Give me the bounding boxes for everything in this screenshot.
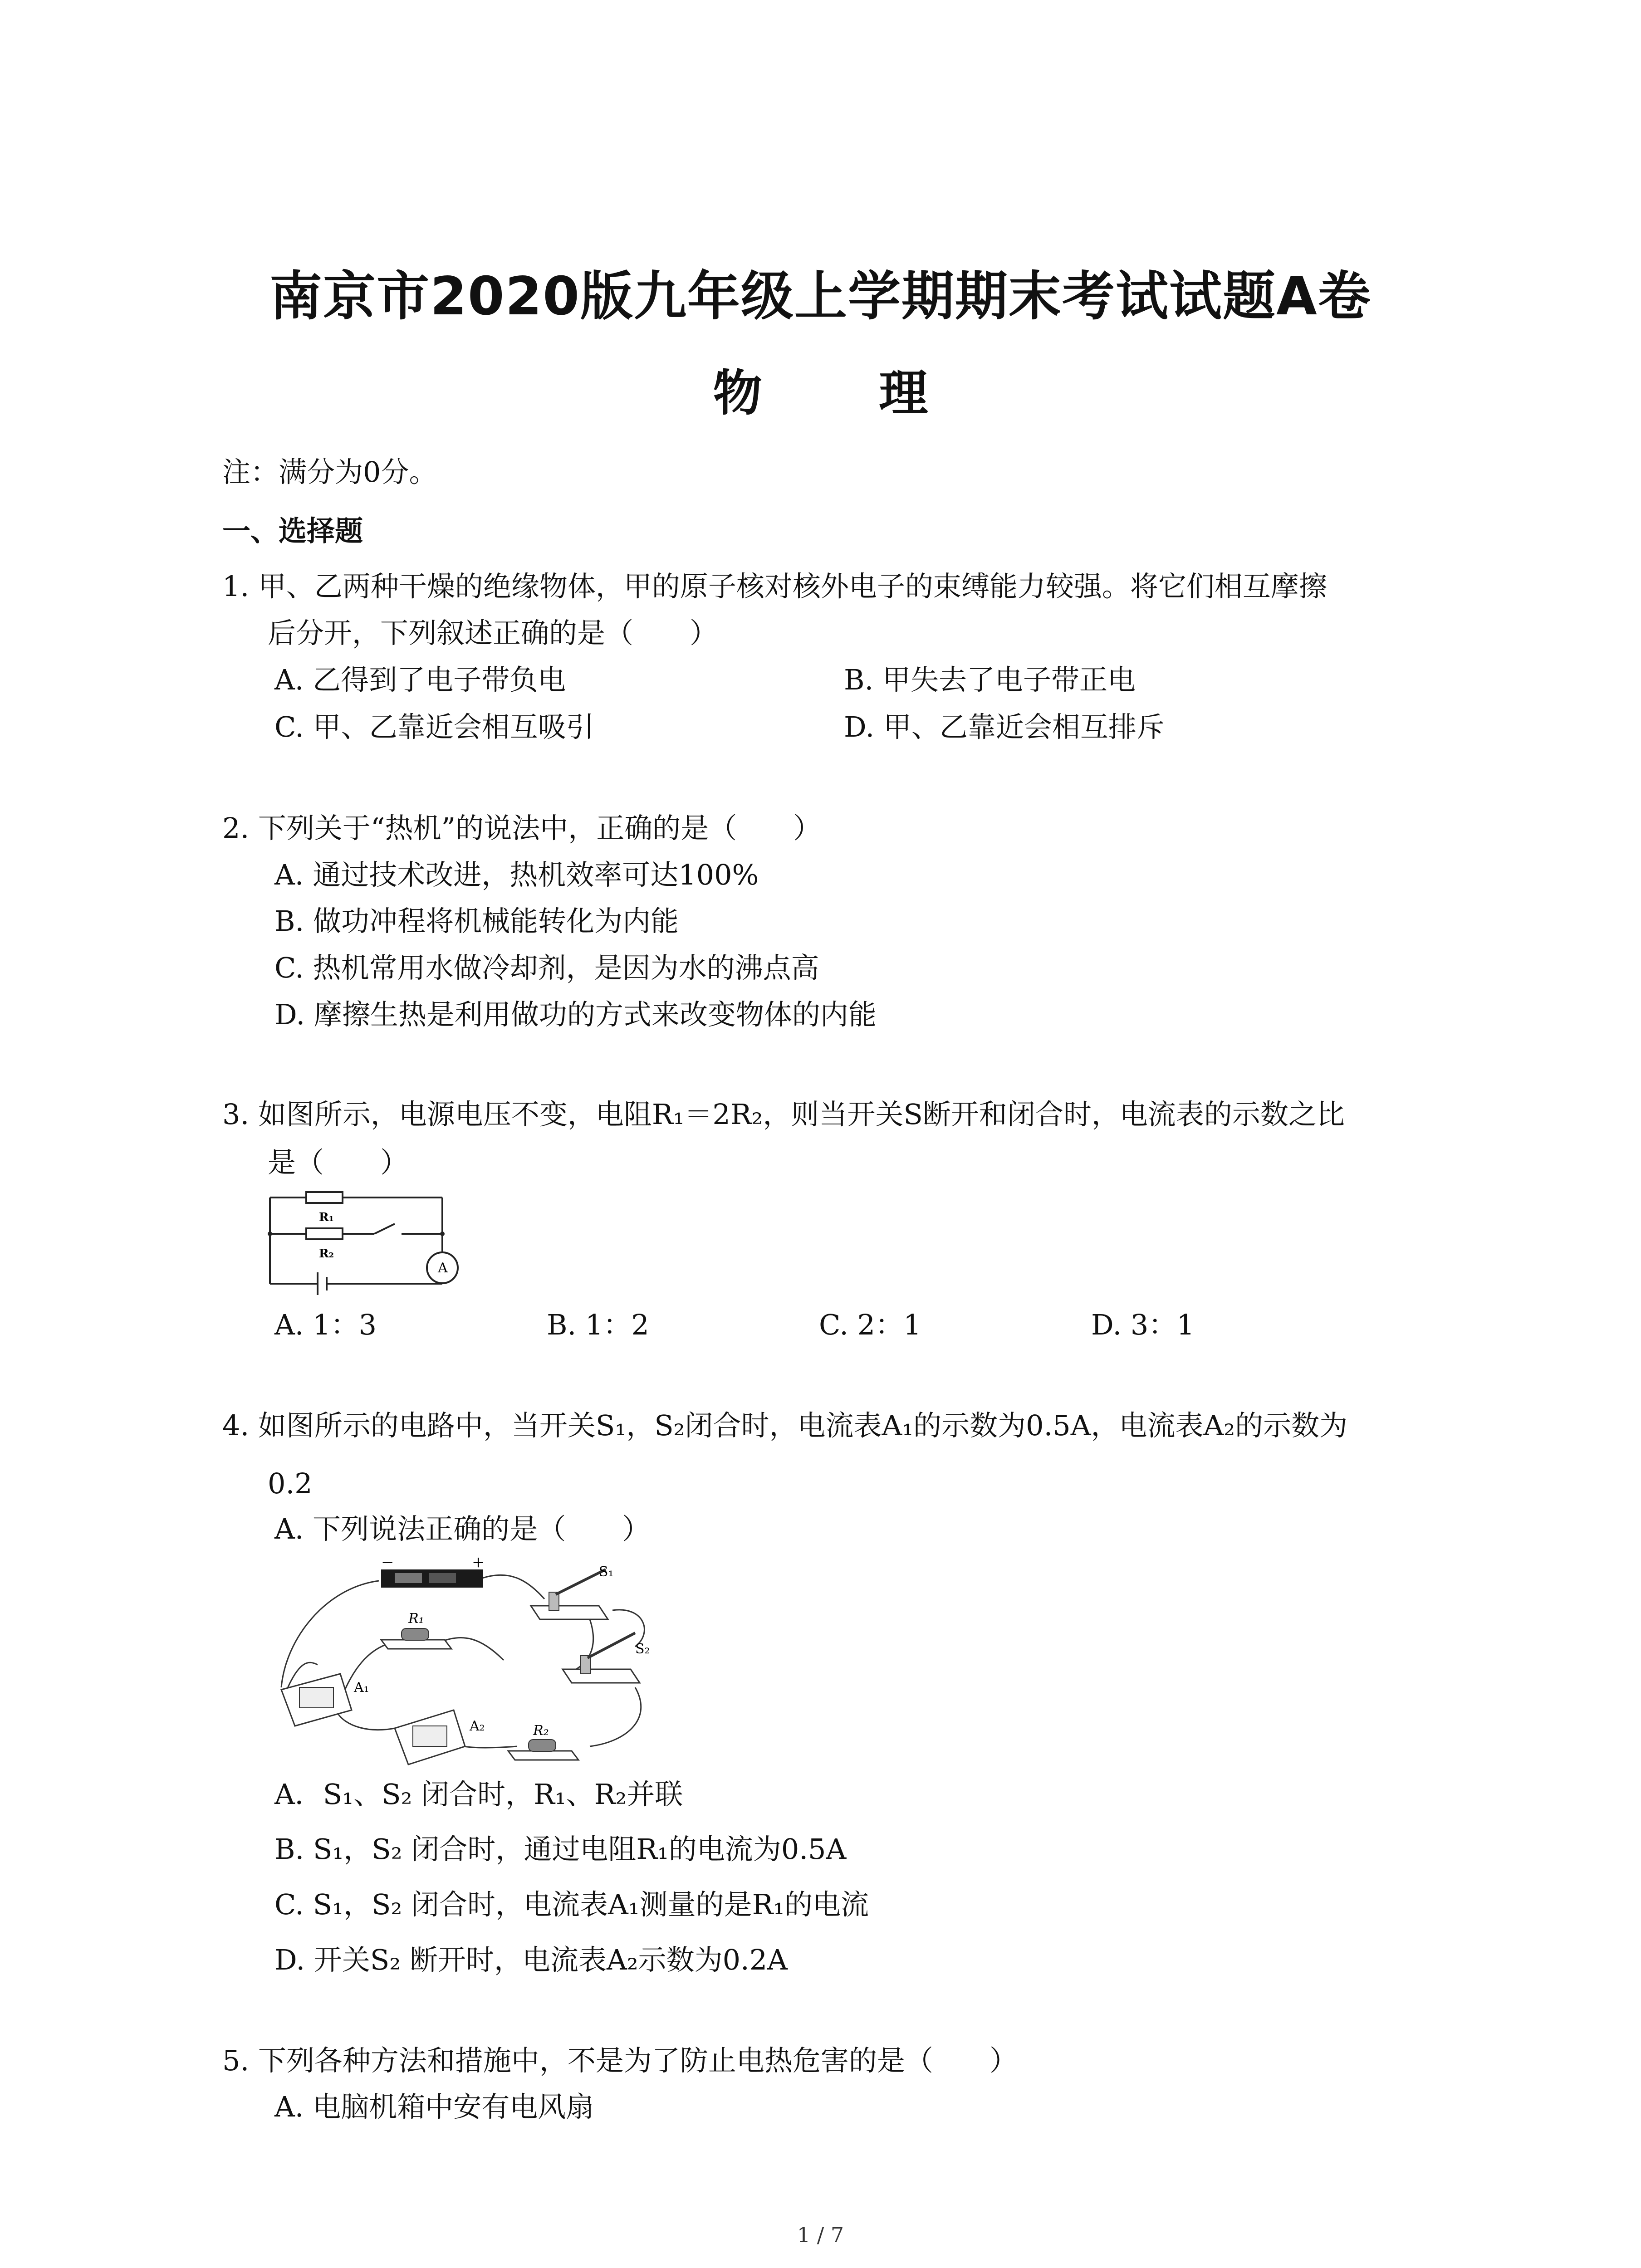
score-note: 注：满分为0分。 (222, 455, 437, 489)
subject-title: 物 理 (713, 365, 978, 422)
q5-stem: 5. 下列各种方法和措施中，不是为了防止电热危害的是（ ） (222, 2044, 1018, 2077)
q2-option-b: B. 做功冲程将机械能转化为内能 (274, 904, 679, 938)
q3-stem-line1: 3. 如图所示，电源电压不变，电阻R₁＝2R₂，则当开关S断开和闭合时，电流表的示数之比 (222, 1098, 1345, 1131)
q3-circuit-diagram (265, 1188, 470, 1306)
q1-option-d: D. 甲、乙靠近会相互排斥 (844, 710, 1165, 743)
q2-option-d: D. 摩擦生热是利用做功的方式来改变物体的内能 (274, 998, 877, 1031)
q1-option-a: A. 乙得到了电子带负电 (274, 663, 566, 696)
section-heading: 一、选择题 (222, 514, 363, 547)
q4-label-a1: A₁ (354, 1680, 369, 1696)
q4-label-s2: S₂ (635, 1641, 650, 1657)
q4-stem-line1: 4. 如图所示的电路中，当开关S₁，S₂闭合时，电流表A₁的示数为0.5A，电流表A₂的示数为 (222, 1409, 1348, 1442)
document-title: 南京市2020版九年级上学期期末考试试题A卷 (269, 266, 1372, 327)
q4-label-r2: R₂ (533, 1723, 549, 1739)
q4-stem-line3: A. 下列说法正确的是（ ） (274, 1512, 651, 1545)
q4-option-d: D. 开关S₂ 断开时，电流表A₂示数为0.2A (274, 1943, 788, 1976)
q1-option-b: B. 甲失去了电子带正电 (844, 663, 1136, 696)
q2-option-a: A. 通过技术改进，热机效率可达100% (274, 858, 759, 891)
q4-stem-line2: 0.2 (268, 1467, 313, 1500)
q4-label-r1: R₁ (408, 1611, 424, 1627)
q3-option-b: B. 1：2 (547, 1308, 649, 1341)
q3-label-r2: R₂ (319, 1247, 334, 1261)
q4-option-b: B. S₁，S₂ 闭合时，通过电阻R₁的电流为0.5A (274, 1833, 847, 1866)
q4-option-a: A．S₁、S₂ 闭合时，R₁、R₂并联 (274, 1778, 683, 1811)
q1-stem-line1: 1. 甲、乙两种干燥的绝缘物体，甲的原子核对核外电子的束缚能力较强。将它们相互摩擦 (222, 570, 1327, 603)
q4-label-a2: A₂ (470, 1718, 485, 1734)
q3-option-c: C. 2：1 (819, 1308, 921, 1341)
q3-option-a: A. 1：3 (274, 1308, 377, 1341)
q4-label-minus: − (381, 1556, 394, 1571)
q3-label-ammeter: A (438, 1260, 448, 1276)
q2-option-c: C. 热机常用水做冷却剂，是因为水的沸点高 (274, 951, 819, 984)
page-number: 1 / 7 (797, 2223, 844, 2247)
q3-stem-line2: 是（ ） (268, 1146, 409, 1179)
q5-option-a: A. 电脑机箱中安有电风扇 (274, 2090, 594, 2123)
q2-stem: 2. 下列关于“热机”的说法中，正确的是（ ） (222, 811, 822, 845)
q1-option-c: C. 甲、乙靠近会相互吸引 (274, 710, 594, 743)
q4-option-c: C. S₁，S₂ 闭合时，电流表A₁测量的是R₁的电流 (274, 1888, 869, 1921)
q4-circuit-diagram (272, 1556, 681, 1769)
q3-option-d: D. 3：1 (1091, 1308, 1195, 1341)
q3-label-r1: R₁ (319, 1211, 334, 1224)
q4-label-plus: + (472, 1556, 485, 1571)
q4-label-s1: S₁ (599, 1564, 614, 1580)
q1-stem-line2: 后分开，下列叙述正确的是（ ） (268, 616, 718, 650)
